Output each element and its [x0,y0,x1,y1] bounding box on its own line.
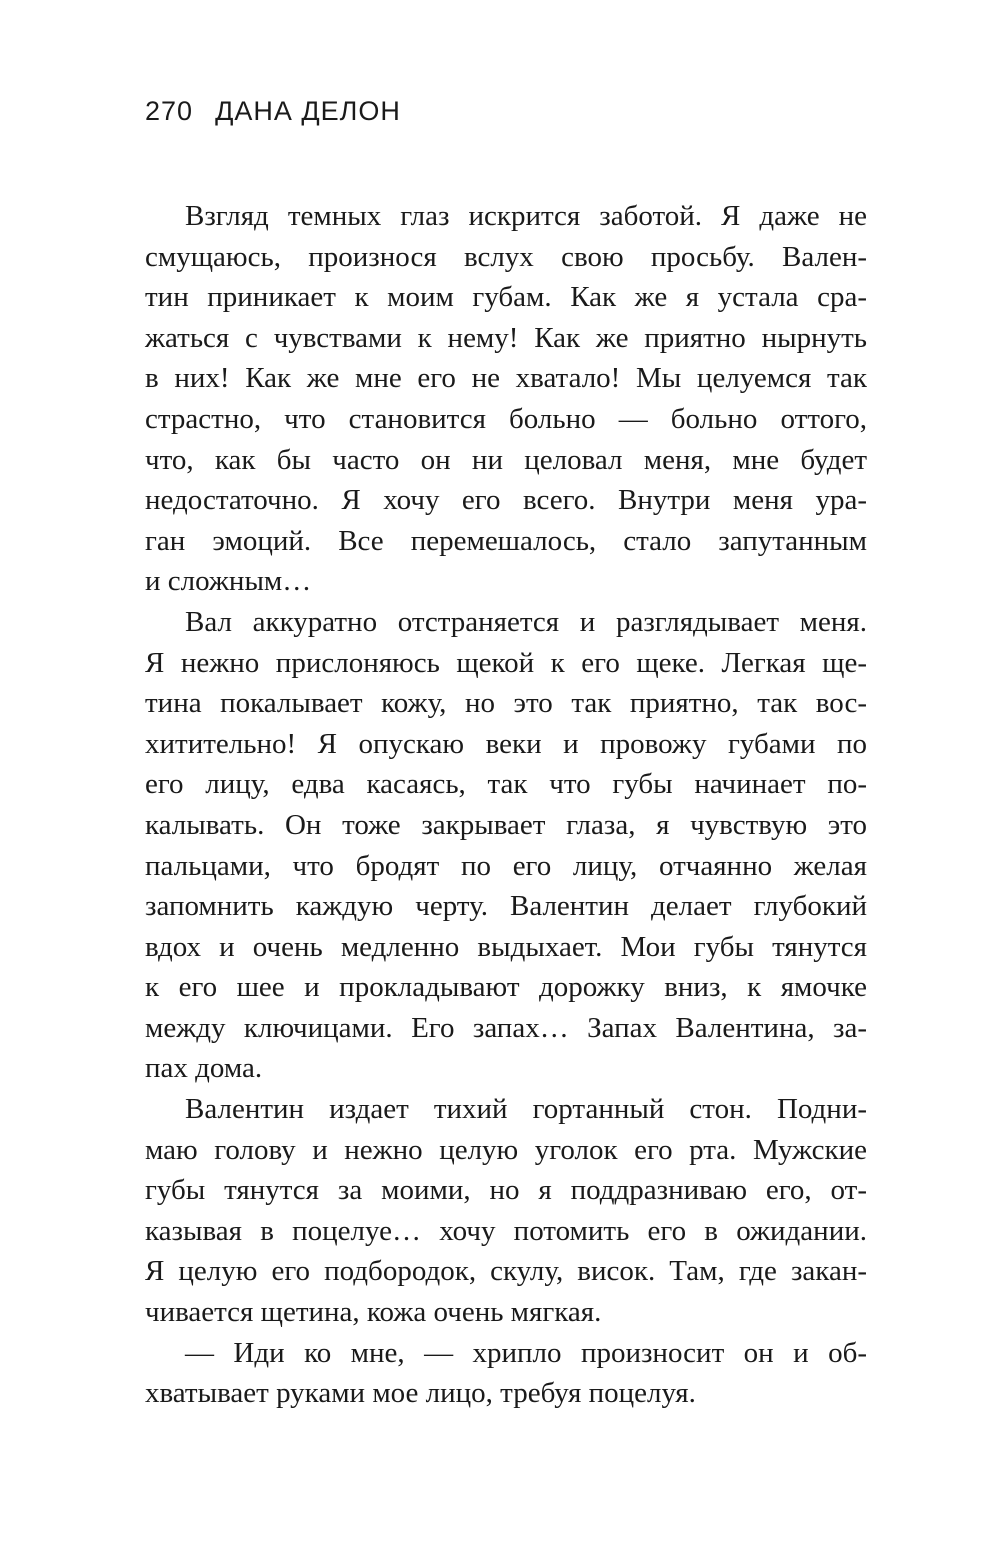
text-line: Я целую его подбородок, скулу, висок. Там, где закан- [145,1255,867,1288]
text-line: недостаточно. Я хочу его всего. Внутри меня ура- [145,484,867,517]
text-line: тин приникает к моим губам. Как же я устала сра- [145,281,867,314]
text-line: в них! Как же мне его не хватало! Мы целуемся так [145,362,867,395]
text-line: маю голову и нежно целую уголок его рта. Мужские [145,1133,867,1166]
text-line: хитительно! Я опускаю веки и провожу губами по [145,727,867,760]
text-line: его лицу, едва касаясь, так что губы начинает по- [145,768,867,801]
text-line: чивается щетина, кожа очень мягкая. [145,1296,602,1329]
text-line: смущаюсь, произнося вслух свою просьбу. Вален- [145,240,867,273]
text-line: Вал аккуратно отстраняется и разглядывает меня. [185,605,867,638]
text-line: пах дома. [145,1052,263,1085]
text-line: жаться с чувствами к нему! Как же приятно нырнуть [145,321,867,354]
text-line: запомнить каждую черту. Валентин делает глубокий [145,890,867,923]
text-line: калывать. Он тоже закрывает глаза, я чувствую это [145,808,867,841]
text-line: казывая в поцелуе… хочу потомить его в ожидании. [145,1214,867,1247]
text-line: ган эмоций. Все перемешалось, стало запутанным [145,524,867,557]
page-number: 270 [145,96,194,126]
text-line: вдох и очень медленно выдыхает. Мои губы тянутся [145,930,867,963]
text-line: что, как бы часто он ни целовал меня, мне будет [145,443,867,476]
text-line: пальцами, что бродят по его лицу, отчаянно желая [145,849,867,882]
text-line: к его шее и прокладывают дорожку вниз, к ямочке [145,971,867,1004]
text-line: Я нежно прислоняюсь щекой к его щеке. Легкая ще- [145,646,867,679]
text-line: между ключицами. Его запах… Запах Валентина, за- [145,1011,867,1044]
text-line: тина покалывает кожу, но это так приятно, так вос- [145,687,867,720]
text-line: губы тянутся за моими, но я поддразниваю его, от- [145,1174,867,1207]
running-head [145,96,401,127]
text-line: и сложным… [145,565,312,598]
body-text [145,196,867,1414]
text-line: — Иди ко мне, — хрипло произносит он и об- [185,1336,867,1369]
author-name: ДАНА ДЕЛОН [215,96,401,126]
text-line: Валентин издает тихий гортанный стон. Подни- [185,1093,867,1126]
text-line: хватывает руками мое лицо, требуя поцелуя. [145,1377,696,1410]
text-line: Взгляд темных глаз искрится заботой. Я даже не [185,200,867,232]
text-line: страстно, что становится больно — больно оттого, [145,402,867,435]
